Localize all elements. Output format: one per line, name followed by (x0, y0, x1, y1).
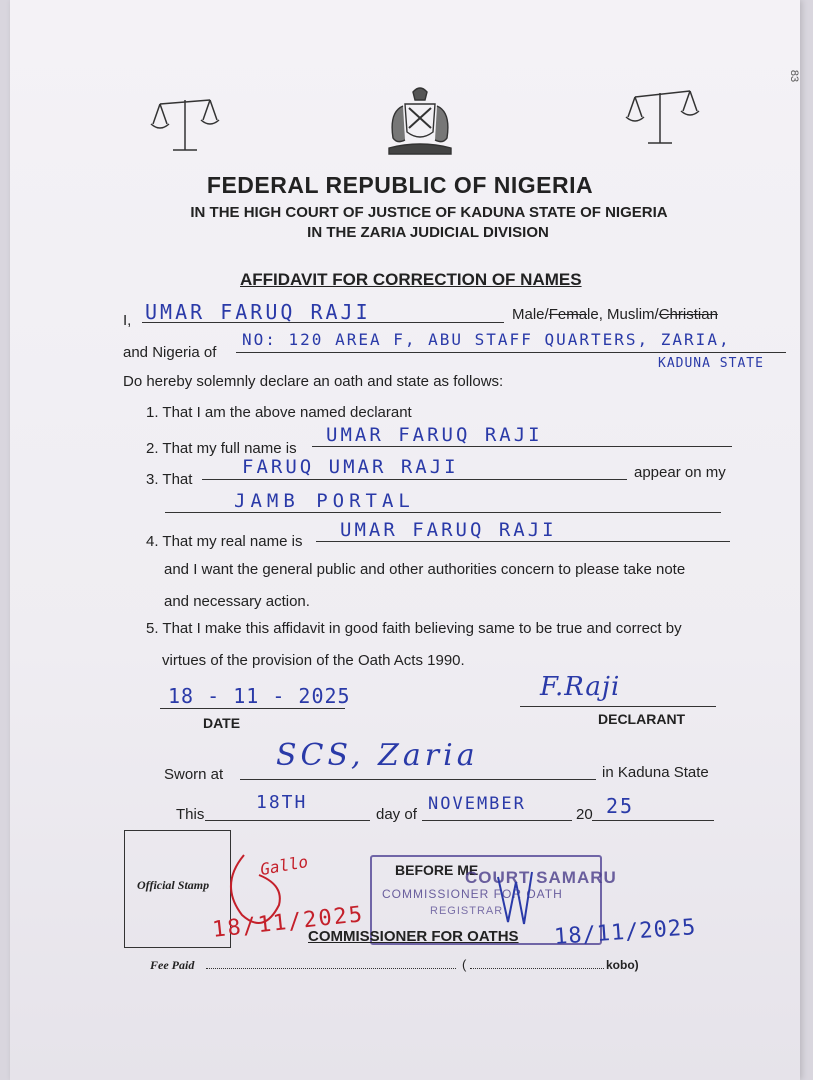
wrong-name-value: FARUQ UMAR RAJI (242, 456, 459, 478)
commissioner-signature-mark (488, 862, 548, 942)
fee-paren: ( (462, 957, 467, 972)
wrong-name-underline (202, 479, 627, 480)
official-stamp-label: Official Stamp (137, 878, 210, 892)
stamp-line-3: REGISTRAR (430, 905, 504, 917)
name-underline (142, 322, 504, 323)
declarant-label: DECLARANT (598, 711, 686, 727)
address-label: and Nigeria of (123, 344, 217, 361)
christian-struck: Christian (658, 306, 718, 323)
i-label: I, (123, 312, 132, 329)
date-label: DATE (203, 715, 241, 731)
item-3-suffix: appear on my (634, 464, 726, 481)
scales-of-justice-icon (145, 92, 225, 162)
this-label: This (176, 806, 205, 823)
stamp-line-2: COMMISSIONER FOR OATH (382, 887, 563, 901)
fee-kobo-label: kobo) (606, 958, 639, 972)
item-4-label: 4. That my real name is (146, 533, 303, 550)
month-underline (422, 820, 572, 821)
day-of-label: day of (376, 806, 417, 823)
year-underline (592, 820, 714, 821)
red-signature-mark (224, 845, 294, 935)
sworn-at-value: SCS, Zaria (276, 738, 479, 773)
year-value: 25 (606, 794, 635, 818)
male-label: Male/ (512, 306, 549, 323)
address-value-2: KADUNA STATE (658, 356, 764, 371)
division-name: IN THE ZARIA JUDICIAL DIVISION (307, 224, 549, 241)
affidavit-page (10, 0, 800, 1080)
real-name-value: UMAR FARUQ RAJI (340, 519, 557, 541)
commissioner-signature-date: 18/11/2025 (553, 915, 698, 950)
fee-paid-label: Fee Paid (150, 958, 195, 972)
full-name-underline (312, 446, 732, 447)
fee-kobo-dotline (470, 968, 604, 969)
declare-text: Do hereby solemnly declare an oath and state as follows: (123, 373, 504, 390)
fee-naira-dotline (206, 968, 456, 969)
coat-of-arms-icon (375, 82, 465, 162)
declarant-name: UMAR FARUQ RAJI (145, 300, 371, 324)
portal-value: JAMB PORTAL (234, 490, 415, 512)
item-1: 1. That I am the above named declarant (146, 404, 412, 421)
item-4-cont-1: and I want the general public and other authorities concern to please take note (164, 561, 686, 578)
item-5-line-2: virtues of the provision of the Oath Acts 1990. (162, 652, 465, 669)
item-5-line-1: 5. That I make this affidavit in good faith believing same to be true and correct by (146, 620, 682, 637)
address-underline (236, 352, 786, 353)
declarant-signature: F.Raji (540, 672, 621, 702)
address-value: NO: 120 AREA F, ABU STAFF QUARTERS, ZARIA, (242, 330, 731, 349)
red-initials: Gallo (258, 851, 310, 880)
month-value: NOVEMBER (428, 794, 526, 814)
commissioner-label: COMMISSIONER FOR OATHS (308, 928, 519, 945)
day-underline (205, 820, 370, 821)
full-name-value: UMAR FARUQ RAJI (326, 424, 543, 446)
item-4-cont-2: and necessary action. (164, 593, 310, 610)
item-2-label: 2. That my full name is (146, 440, 297, 457)
document-heading: FEDERAL REPUBLIC OF NIGERIA (206, 172, 594, 198)
stamp-line-1: COURT SAMARU (465, 868, 617, 887)
sworn-at-underline (240, 779, 596, 780)
female-suffix: le, (587, 306, 603, 323)
before-me-label: BEFORE ME (395, 862, 479, 878)
date-value: 18 - 11 - 2025 (168, 684, 351, 708)
item-3-label: 3. That (146, 471, 193, 488)
gender-field (512, 306, 718, 323)
portal-underline (165, 512, 721, 513)
real-name-underline (316, 541, 730, 542)
kaduna-state-label: in Kaduna State (602, 764, 709, 781)
muslim-label: Muslim/ (607, 306, 659, 323)
year-prefix: 20 (576, 806, 593, 823)
sworn-at-label: Sworn at (164, 766, 224, 783)
date-underline (160, 708, 345, 709)
court-name: IN THE HIGH COURT OF JUSTICE OF KADUNA STATE OF NIGERIA (190, 204, 668, 221)
declarant-underline (520, 706, 716, 707)
affidavit-title: AFFIDAVIT FOR CORRECTION OF NAMES (240, 270, 582, 289)
scales-of-justice-icon (615, 85, 705, 155)
red-signature-date: 18/11/2025 (211, 902, 366, 943)
page-mark: 83 (787, 69, 800, 83)
day-value: 18TH (256, 792, 308, 813)
female-struck: Fema (548, 306, 588, 323)
